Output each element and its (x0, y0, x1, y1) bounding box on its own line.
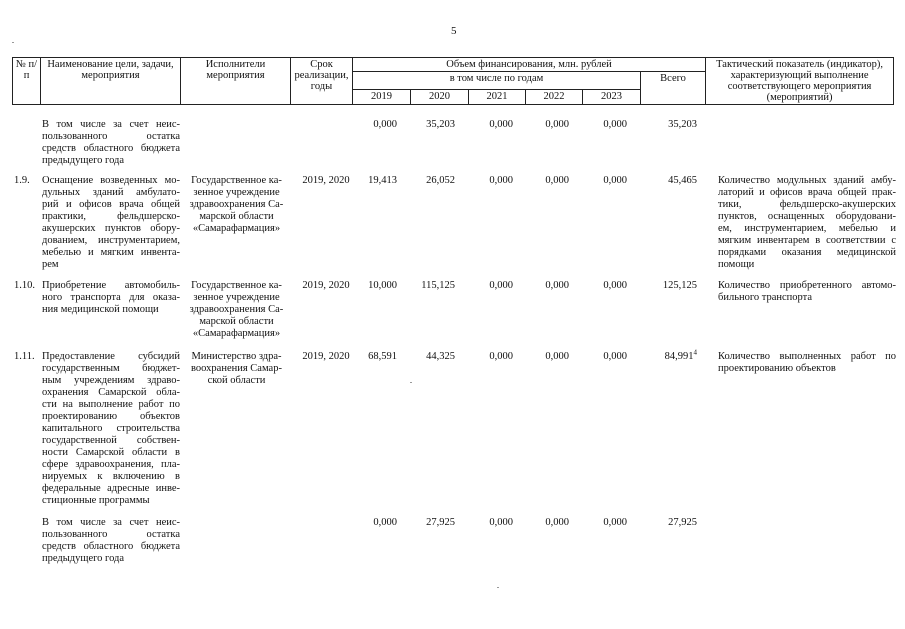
measure-name-line: практики, фельдшерско- (42, 211, 180, 222)
funding-value: 0,000 (545, 517, 569, 528)
header-funding: Объем финансирования, млн. рублей (353, 58, 706, 72)
implementation-term: 2019, 2020 (302, 351, 350, 362)
measure-name-line: ным учреждениям здраво- (42, 375, 180, 386)
measure-name-line: федеральные адресные инве- (42, 483, 180, 494)
measure-name-line: Оснащение возведенных мо- (42, 175, 180, 186)
executor-line: здравоохранения Са- (189, 304, 284, 315)
executor (184, 175, 289, 235)
funding-value: 0,000 (545, 119, 569, 130)
measure-name-line: средств областного бюджета (42, 143, 180, 154)
measure-name-line: ния медицинской помощи (42, 304, 159, 315)
header-by-years: в том числе по годам (353, 72, 641, 90)
executor-line: зенное учреждение (193, 187, 280, 198)
funding-total-value: 84,991 (664, 351, 694, 362)
executor-line: Министерство здра- (191, 351, 282, 362)
row-number: 1.10. (14, 280, 35, 291)
header-name: Наименование цели, задачи, мероприятия (41, 58, 181, 105)
executor-line: Государственное ка- (191, 175, 282, 186)
implementation-term: 2019, 2020 (302, 175, 350, 186)
funding-value: 0,000 (545, 280, 569, 291)
measure-name-line: рий и офисов врача общей (42, 199, 180, 210)
measure-name-line: В том числе за счет неис- (42, 517, 180, 528)
measure-name-line: пользованного остатка (42, 529, 180, 540)
row-number: 1.11. (14, 351, 35, 362)
header-year: 2023 (583, 90, 641, 105)
implementation-term: 2019, 2020 (302, 280, 350, 291)
funding-value: 0,000 (489, 119, 513, 130)
measure-name-line: рем (42, 259, 59, 270)
measure-name-line: стиционные программы (42, 495, 150, 506)
measure-name-line: охранения Самарской обла- (42, 387, 180, 398)
scan-speck (410, 382, 412, 383)
measure-name-line: дованием, инструментарием, (42, 235, 180, 246)
executor-line: «Самарафармация» (192, 223, 281, 234)
measure-name (42, 517, 180, 565)
measure-name-line: государственной собствен- (42, 435, 180, 446)
funding-value: 0,000 (373, 517, 397, 528)
measure-name (42, 119, 180, 167)
executor-line: марской области (199, 211, 274, 222)
funding-value: 0,000 (489, 175, 513, 186)
executor-line: ской области (207, 375, 266, 386)
indicator (718, 351, 896, 375)
funding-value: 19,413 (368, 175, 397, 186)
indicator-line: Количество приобретенного автомо- (718, 280, 896, 291)
funding-value: 0,000 (489, 280, 513, 291)
funding-value: 0,000 (603, 175, 627, 186)
funding-total (649, 348, 697, 363)
measure-name-line: мебелью и мягким инвента- (42, 247, 180, 258)
executor-line: «Самарафармация» (192, 328, 281, 339)
funding-value: 0,000 (603, 280, 627, 291)
funding-value: 0,000 (373, 119, 397, 130)
funding-value: 26,052 (426, 175, 455, 186)
page-number: 5 (451, 25, 457, 37)
header-year: 2021 (469, 90, 526, 105)
funding-value: 35,203 (426, 119, 455, 130)
measure-name-line: предыдущего года (42, 155, 125, 166)
footnote-marker: 4 (693, 348, 697, 357)
measure-name-line: ности Самарской области в (42, 447, 180, 458)
indicator-line: латорий и офисов врача общей прак- (718, 187, 896, 198)
indicator (718, 175, 896, 271)
executor-line: здравоохранения Са- (189, 199, 284, 210)
funding-total (649, 175, 697, 187)
measure-name-line: сти на выполнение работ по (42, 399, 180, 410)
header-executors: Исполнители мероприятия (181, 58, 291, 105)
measure-name-line: сфере здравоохранения, пла- (42, 459, 180, 470)
indicator-line: проектированию объектов (718, 363, 836, 374)
funding-value: 0,000 (489, 351, 513, 362)
funding-value: 115,125 (421, 280, 455, 291)
funding-total-value: 27,925 (668, 517, 697, 528)
header-indicator: Тактический показатель (индикатор), характеризующий выполнение соответствующего мероприятия (мероприятий) (706, 58, 894, 105)
funding-value: 0,000 (489, 517, 513, 528)
measure-name (42, 175, 180, 271)
measure-name-line: государственным бюджет- (42, 363, 180, 374)
measure-name-line: акушерских пунктов обору- (42, 223, 180, 234)
measure-name-line: нируемых к включению в (42, 471, 180, 482)
header-year: 2022 (526, 90, 583, 105)
indicator-line: пунктов, оснащенных оборудовани- (718, 211, 896, 222)
executor-line: воохранения Самар- (191, 363, 282, 374)
indicator-line: Количество выполненных работ по (718, 351, 896, 362)
measure-name-line: Приобретение автомобиль- (42, 280, 180, 291)
funding-value: 44,325 (426, 351, 455, 362)
executor-line: марской области (199, 316, 274, 327)
funding-value: 0,000 (603, 351, 627, 362)
measure-name-line: Предоставление субсидий (42, 351, 180, 362)
funding-value: 0,000 (603, 517, 627, 528)
indicator-line: помощи (718, 259, 755, 270)
measure-name-line: проектированию объектов (42, 411, 180, 422)
funding-value: 68,591 (368, 351, 397, 362)
header-total: Всего (641, 72, 706, 105)
measure-name-line: средств областного бюджета (42, 541, 180, 552)
funding-total-value: 35,203 (668, 119, 697, 130)
scan-speck (497, 587, 499, 588)
measure-name-line: капитального строительства (42, 423, 180, 434)
funding-value: 0,000 (603, 119, 627, 130)
funding-value: 27,925 (426, 517, 455, 528)
scan-speck (12, 42, 14, 43)
header-year: 2019 (353, 90, 411, 105)
measure-name-line: предыдущего года (42, 553, 125, 564)
executor (184, 351, 289, 387)
executor (184, 280, 289, 340)
header-num: № п/п (13, 58, 41, 105)
funding-total (649, 280, 697, 292)
measure-name-line: пользованного остатка (42, 131, 180, 142)
funding-total-value: 45,465 (668, 175, 697, 186)
header-year: 2020 (411, 90, 469, 105)
measure-name-line: В том числе за счет неис- (42, 119, 180, 130)
funding-value: 10,000 (368, 280, 397, 291)
indicator-line: Количество модульных зданий амбу- (718, 175, 896, 186)
indicator-line: порядками оказания медицинской (718, 247, 896, 258)
funding-value: 0,000 (545, 175, 569, 186)
funding-total (649, 517, 697, 529)
row-number: 1.9. (14, 175, 30, 186)
measure-name-line: дульных зданий амбулато- (42, 187, 180, 198)
header-term: Срок реализации, годы (291, 58, 353, 105)
executor-line: зенное учреждение (193, 292, 280, 303)
executor-line: Государственное ка- (191, 280, 282, 291)
indicator-line: мягким инвентарем в соответствии с (718, 235, 896, 246)
funding-total-value: 125,125 (662, 280, 697, 291)
measure-name-line: ного транспорта для оказа- (42, 292, 180, 303)
measure-name (42, 351, 180, 507)
indicator-line: ем, инструментарием, мебелью и (718, 223, 896, 234)
indicator-line: тики, фельдшерско-акушерских (718, 199, 896, 210)
table-header (12, 57, 894, 105)
indicator (718, 280, 896, 304)
funding-value: 0,000 (545, 351, 569, 362)
measure-name (42, 280, 180, 316)
indicator-line: бильного транспорта (718, 292, 813, 303)
funding-total (649, 119, 697, 131)
